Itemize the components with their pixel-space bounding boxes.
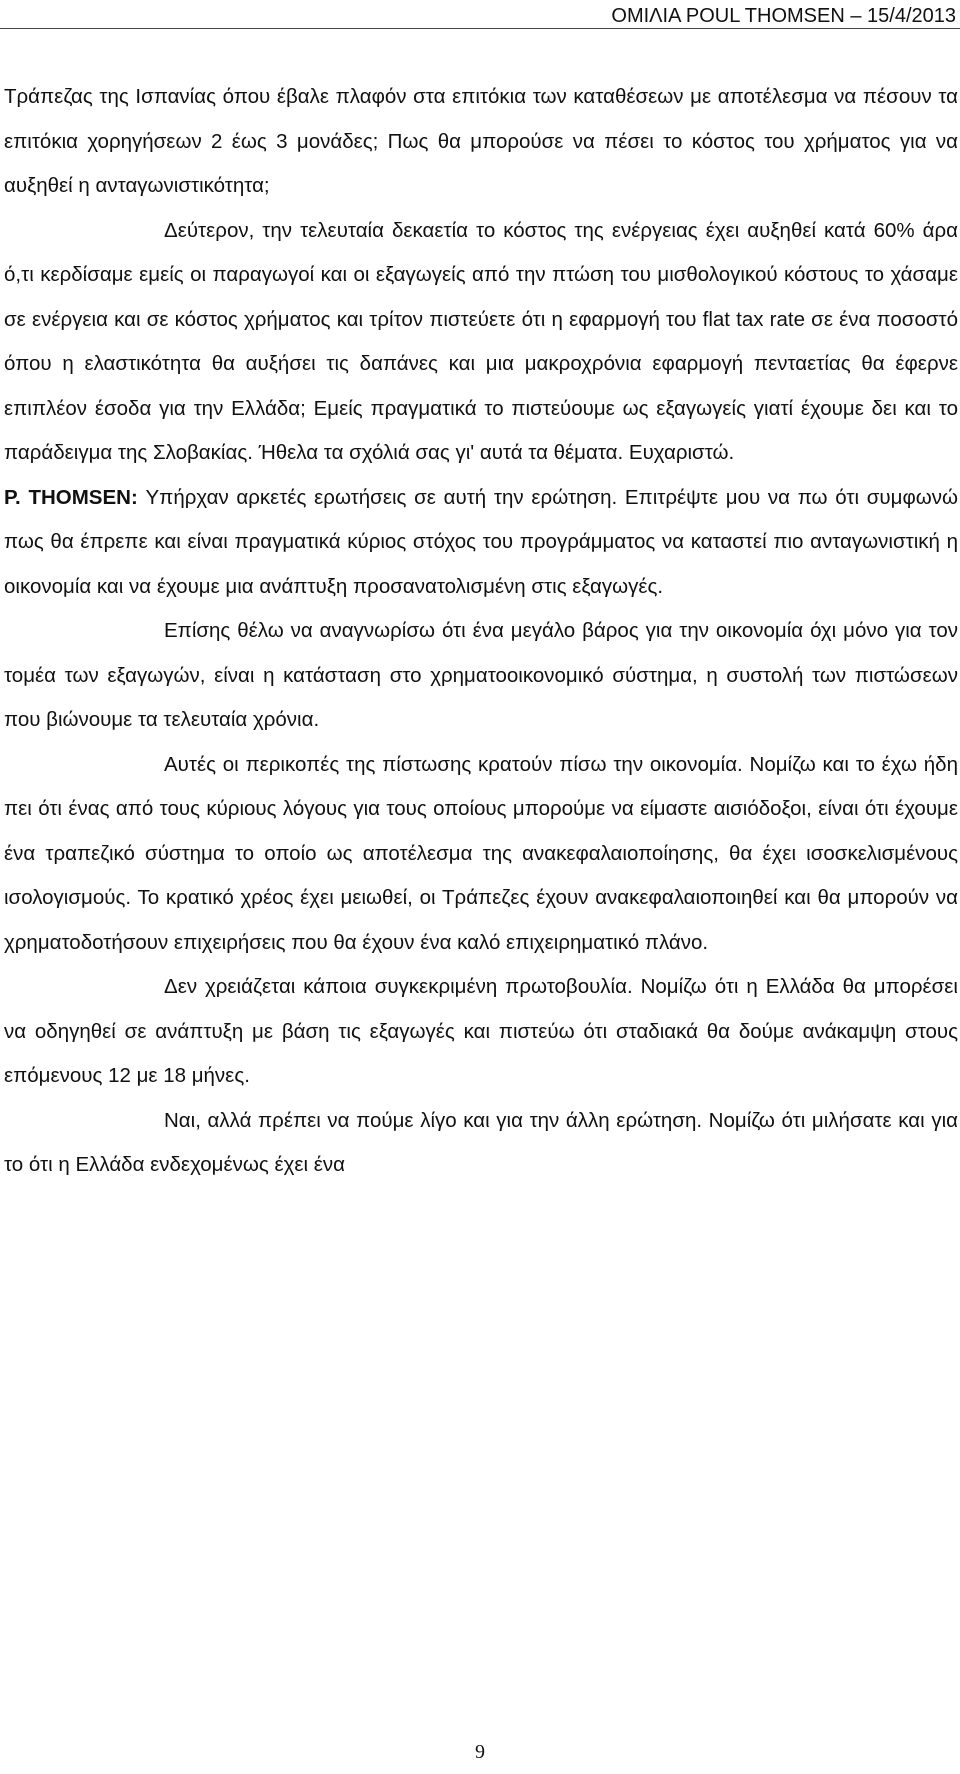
paragraph-financial-system: Επίσης θέλω να αναγνωρίσω ότι ένα μεγάλο βάρος για την οικονομία όχι μόνο για τον τομέα των εξαγωγών, είναι η κατάσταση στο χρηματοοικονομικό σύστημα, η συστολή των πιστώσεων που βιώνουμε τα τελευταία χρόνια. [4,619,958,731]
page-number: 9 [475,1741,485,1763]
paragraph-credit-cuts: Αυτές οι περικοπές της πίστωσης κρατούν πίσω την οικονομία. Νομίζω και το έχω ήδη πει ότι ένας από τους κύριους λόγους για τους οποίους μπορούμε να είμαστε αισιόδοξοι, είναι ότι έχουμε ένα τραπεζικό σύστημα το οποίο ως αποτέλεσμα της ανακεφαλαιοποίησης, θα έχει ισοσκελισμένους ισολογισμούς. Το κρατικό χρέος έχει μειωθεί, οι Τράπεζες έχουν ανακεφαλαιοποιηθεί και θα μπορούν να χρηματοδοτήσουν επιχειρήσεις που θα έχουν ένα καλό επιχειρηματικό πλάνο. [4,752,958,954]
speaker-label: P. THOMSEN: [4,485,138,509]
paragraph-no-initiative: Δεν χρειάζεται κάποια συγκεκριμένη πρωτοβουλία. Νομίζω ότι η Ελλάδα θα μπορέσει να οδηγηθεί σε ανάπτυξη με βάση τις εξαγωγές και πιστεύω ότι σταδιακά θα δούμε ανάκαμψη στους επόμενους 12 με 18 μήνες. [4,975,958,1087]
page-header [0,3,960,29]
paragraph-answer [4,476,958,610]
paragraph-continuation: Τράπεζας της Ισπανίας όπου έβαλε πλαφόν στα επιτόκια των καταθέσεων με αποτέλεσμα να πέσουν τα επιτόκια χορηγήσεων 2 έως 3 μονάδες; Πως θα μπορούσε να πέσει το κόστος του χρήματος για να αυξηθεί η ανταγωνιστικότητα; [4,85,958,197]
paragraph-other-question: Ναι, αλλά πρέπει να πούμε λίγο και για την άλλη ερώτηση. Νομίζω ότι μιλήσατε και για το ότι η Ελλάδα ενδεχομένως έχει ένα [4,1108,958,1176]
document-body [4,75,958,1188]
header-title: ΟΜΙΛΙΑ POUL THOMSEN – 15/4/2013 [611,5,956,27]
answer-text: Υπήρχαν αρκετές ερωτήσεις σε αυτή την ερώτηση. Επιτρέψτε μου να πω ότι συμφωνώ πως θα έπρεπε και είναι πραγματικά κύριος στόχος του προγράμματος να καταστεί πιο ανταγωνιστική η οικονομία και να έχουμε μια ανάπτυξη προσανατολισμένη στις εξαγωγές. [4,485,958,598]
paragraph-second-question: Δεύτερον, την τελευταία δεκαετία το κόστος της ενέργειας έχει αυξηθεί κατά 60% άρα ό,τι κερδίσαμε εμείς οι παραγωγοί και οι εξαγωγείς από την πτώση του μισθολογικού κόστους το χάσαμε σε ενέργεια και σε κόστος χρήματος και τρίτον πιστεύετε ότι η εφαρμογή του flat tax rate σε ένα ποσοστό όπου η ελαστικότητα θα αυξήσει τις δαπάνες και μια μακροχρόνια εφαρμογή πενταετίας θα έφερνε επιπλέον έσοδα για την Ελλάδα; Εμείς πραγματικά το πιστεύουμε ως εξαγωγείς γιατί έχουμε δει και το παράδειγμα της Σλοβακίας. Ήθελα τα σχόλιά σας γι' αυτά τα θέματα. Ευχαριστώ. [4,218,958,464]
